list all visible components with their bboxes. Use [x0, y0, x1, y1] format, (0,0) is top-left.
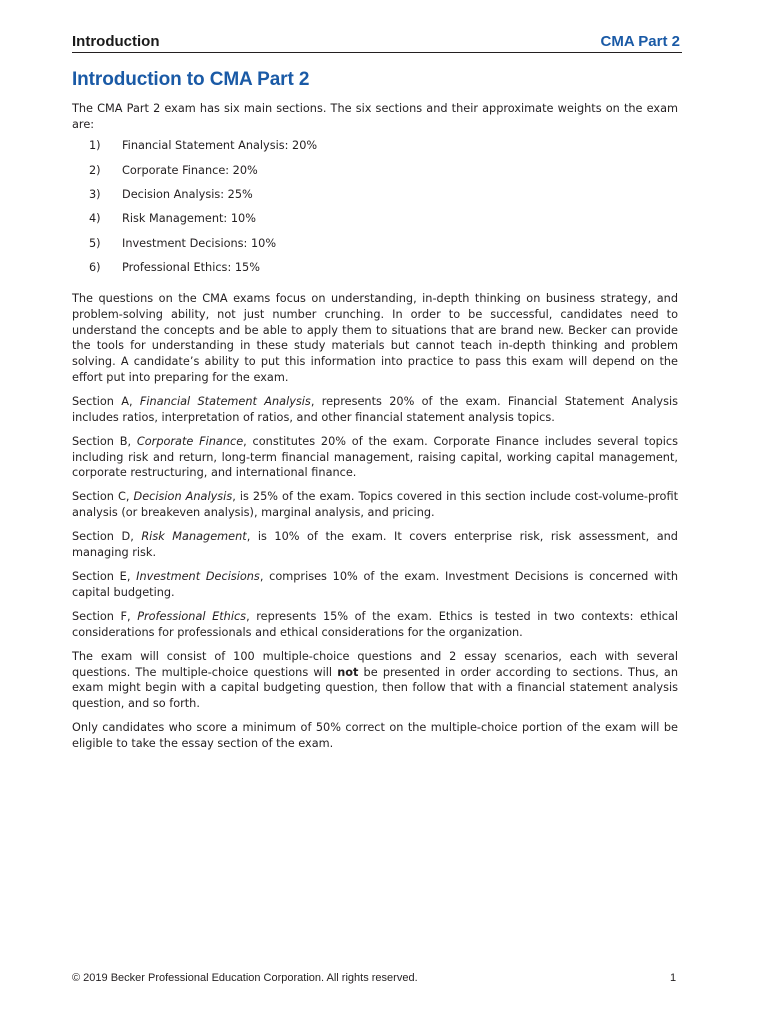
section-description: , constitutes 20% of the exam. Corporate Finance includes several topics including risk and return, long-term financial management, raising capital, working capital management, corporate restructuring, and international finance. — [72, 434, 679, 480]
list-item — [72, 236, 678, 260]
list-item-text: Risk Management: 10% — [122, 212, 256, 226]
section-prefix: Section D, — [72, 530, 142, 544]
list-item — [72, 187, 678, 211]
document-body — [72, 101, 678, 760]
section-prefix: Section A, — [72, 394, 140, 408]
exam-text-part1: The exam will consist of 100 multiple-choice questions and 2 essay scenarios, each with several questions. The multiple-choice questions will — [72, 650, 678, 679]
section-description: , represents 15% of the exam. Ethics is tested in two contexts: ethical considerations for professionals and ethical considerations for the organization. — [72, 610, 678, 639]
page-header — [72, 31, 682, 53]
emphasis-not: not — [337, 665, 359, 679]
list-item-number: 1) — [89, 139, 101, 153]
exam-format-paragraph — [72, 649, 678, 712]
section-name: Risk Management — [141, 530, 247, 544]
section-b-paragraph — [72, 434, 678, 481]
list-item — [72, 260, 678, 284]
list-item-text: Decision Analysis: 25% — [122, 188, 253, 201]
list-item-number: 3) — [89, 188, 101, 201]
list-item-text: Investment Decisions: 10% — [122, 236, 277, 250]
section-prefix: Section B, — [72, 434, 137, 448]
section-prefix: Section E, — [72, 570, 137, 584]
list-item-text: Financial Statement Analysis: 20% — [122, 139, 318, 153]
page-title: Introduction to CMA Part 2 — [72, 69, 310, 90]
header-chapter-title: Introduction — [72, 33, 160, 50]
list-item — [72, 138, 678, 162]
section-c-paragraph — [72, 489, 678, 520]
section-prefix: Section F, — [72, 610, 138, 624]
section-d-paragraph — [72, 529, 678, 560]
section-description: , represents 20% of the exam. Financial Statement Analysis includes ratios, interpretation of ratios, and other financial statement analysis topics. — [72, 394, 678, 424]
list-item-number: 2) — [89, 163, 101, 177]
section-name: Investment Decisions — [136, 570, 260, 584]
list-item — [72, 211, 678, 235]
intro-paragraph: The CMA Part 2 exam has six main sections. The six sections and their approximate weights on the exam are: — [72, 102, 678, 131]
exam-text-part2: be presented in order according to sections. Thus, an exam might begin with a capital budgeting question, then follow that with a financial statement analysis question, and so forth. — [72, 665, 678, 711]
footer-copyright: © 2019 Becker Professional Education Corporation. All rights reserved. — [72, 972, 418, 984]
section-name: Corporate Finance — [136, 434, 244, 448]
list-item-number: 4) — [89, 212, 101, 226]
section-description: , is 25% of the exam. Topics covered in this section include cost-volume-profit analysis (or breakeven analysis), marginal analysis, and pricing. — [72, 490, 679, 520]
list-item-number: 6) — [89, 260, 101, 274]
focus-paragraph: The questions on the CMA exams focus on understanding, in-depth thinking on business strategy, and problem-solving ability, not just number crunching. In order to be successful, candidates need to understand the concepts and be able to apply them to situations that are brand new. Becker can provide the tools for understanding in these study materials but cannot teach in-depth thinking and problem solving. A candidate’s ability to put this information into practice to pass this exam will depend on the effort put into preparing for the exam. — [72, 292, 678, 384]
section-f-paragraph — [72, 609, 678, 640]
list-item — [72, 163, 678, 187]
section-prefix: Section C, — [72, 490, 134, 504]
sections-list — [72, 138, 678, 284]
list-item-text: Corporate Finance: 20% — [122, 163, 258, 177]
section-e-paragraph — [72, 569, 678, 600]
list-item-text: Professional Ethics: 15% — [122, 260, 260, 274]
eligibility-paragraph: Only candidates who score a minimum of 50% correct on the multiple-choice portion of the exam will be eligible to take the essay section of the exam. — [72, 721, 678, 751]
section-name: Decision Analysis — [133, 490, 233, 504]
section-description: , comprises 10% of the exam. Investment Decisions is concerned with capital budgeting. — [72, 570, 678, 599]
page-number: 1 — [670, 972, 677, 984]
section-name: Financial Statement Analysis — [139, 394, 311, 408]
header-course-title: CMA Part 2 — [600, 33, 680, 50]
section-a-paragraph — [72, 394, 678, 425]
section-name: Professional Ethics — [137, 610, 247, 624]
section-description: , is 10% of the exam. It covers enterprise risk, risk assessment, and managing risk. — [72, 530, 678, 560]
list-item-number: 5) — [89, 236, 101, 250]
